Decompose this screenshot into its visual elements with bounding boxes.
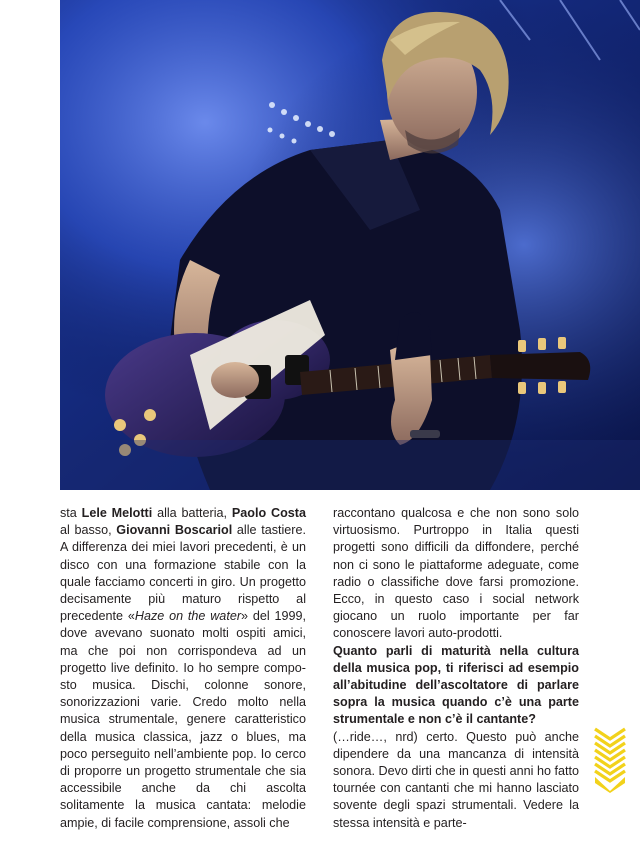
musician-name: Giovanni Boscariol: [116, 523, 233, 538]
body-paragraph: raccontano qualcosa e che non sono solo virtuosismo. Purtroppo in Italia questi progetti sono difficili da diffondere, perché non ci sono le piattaforme adeguate, come radio o classifiche dove farsi promozione. Ecco, in questo caso i social network giocano un ruolo importante per far conoscere lavori auto-prodotti.: [333, 506, 579, 641]
article-column-left: [60, 505, 306, 832]
guitarist-photo: [60, 0, 640, 490]
body-text: alle tastiere. A differenza dei miei lavori precedenti, è un disco con una formazione stabile con la quale facciamo concerti in giro. Un progetto decisamente più maturo rispetto al precedente «: [60, 523, 306, 624]
interview-answer: (…ride…, nrd) certo. Questo può anche dipendere da una mancanza di intensità sonora. Devo dirti che in questi anni ho fatto tournée con cantanti che mi hanno lasciato sovente degli spazi strumentali. Vedere la stessa intensità e parte-: [333, 729, 579, 830]
role-text: alla batteria,: [152, 506, 232, 520]
left-column-paragraph: [60, 505, 306, 832]
album-title: Haze on the water: [134, 609, 242, 624]
chevron-stack-icon: [593, 727, 627, 793]
body-text: » del 1999, dove avevano suonato molti ospiti amici, ma che poi non corrispondeva ad un progetto live definito. Io ho sempre composto musica. Dischi, colonne sonore, sonorizzazioni varie. Credo molto nella musica strumentale, genere caratteristico della musica classica, jazz o blues, ma poco perseguito nell’ambiente pop. Io cerco di proporre un progetto strumentale che sia accessibile anche da chi ascolta solitamente la musica cantata: melodie ampie, di facile comprensione, assoli che: [60, 609, 306, 830]
interview-question: Quanto parli di maturità nella cultura della musica pop, ti riferisci ad esempio all’abitudine dell’ascoltatore di parlare sopra la musica quando c’è una parte strumentale e non c’è il cantante?: [333, 643, 579, 727]
role-text: al basso,: [60, 523, 117, 538]
musician-name: Lele Melotti: [81, 506, 153, 520]
article-column-right: [333, 505, 579, 832]
musician-name: Paolo Costa: [231, 506, 306, 520]
intro-prefix: sta: [60, 506, 82, 520]
